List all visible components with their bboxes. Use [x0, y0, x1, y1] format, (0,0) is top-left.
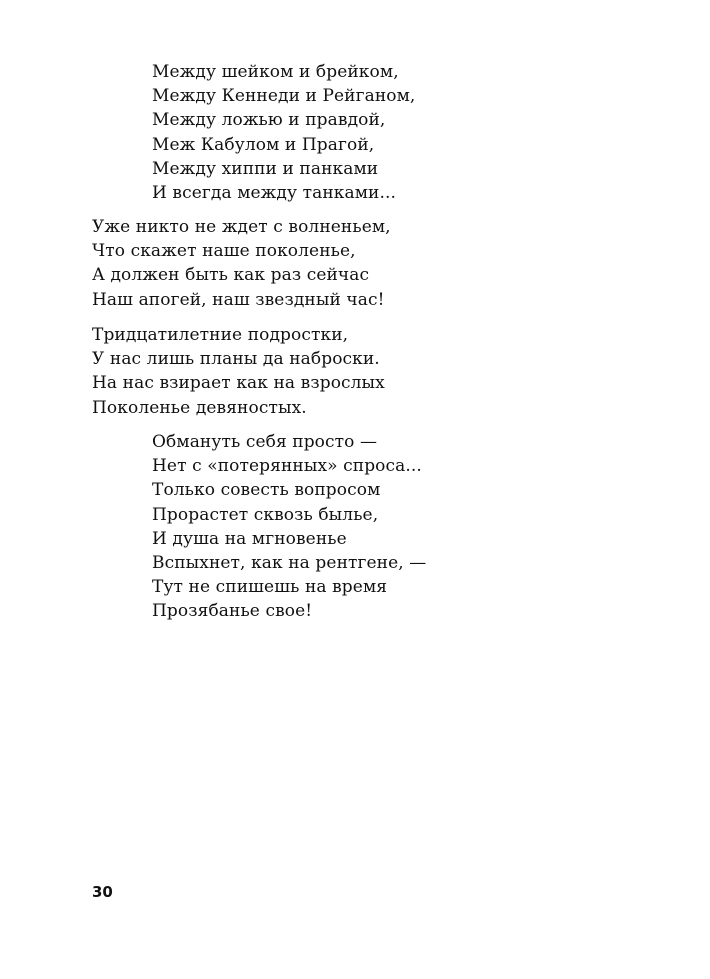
stanza-2 — [92, 215, 391, 312]
poem-line: Прозябанье свое! — [152, 601, 313, 622]
poem-line: Вспыхнет, как на рентгене, — — [152, 553, 427, 574]
page-number: 30 — [92, 883, 113, 901]
poem-line: И всегда между танками... — [152, 183, 396, 204]
stanza-1 — [152, 60, 415, 205]
poem-line: Тут не спишешь на время — [152, 577, 388, 598]
poem-line: Обмануть себя просто — — [152, 432, 378, 452]
poem-line: Между Кеннеди и Рейганом, — [152, 86, 416, 107]
poem-line: И душа на мгновенье — [152, 528, 347, 549]
poem-line: Между хиппи и панками — [152, 158, 379, 179]
poem-line: Наш апогей, наш звездный час! — [92, 289, 385, 310]
poem-line: Поколенье девяностых. — [92, 397, 307, 418]
stanza-4 — [152, 430, 426, 624]
poem-line: Уже никто не ждет с волненьем, — [92, 217, 391, 237]
poem-line: У нас лишь планы да наброски. — [92, 349, 380, 370]
poem-line: Только совесть вопросом — [152, 480, 381, 501]
poem-line: А должен быть как раз сейчас — [92, 265, 370, 286]
poem-line: Между шейком и брейком, — [152, 62, 399, 82]
poem-line: Меж Кабулом и Прагой, — [152, 134, 375, 155]
poem-line: Что скажет наше поколенье, — [92, 241, 356, 262]
stanza-3 — [92, 323, 385, 420]
poem-line: Тридцатилетние подростки, — [92, 325, 349, 345]
poem-line: На нас взирает как на взрослых — [92, 373, 385, 394]
poem-line: Прорастет сквозь былье, — [152, 504, 379, 525]
poem-line: Между ложью и правдой, — [152, 110, 386, 131]
poem-line: Нет с «потерянных» спроса... — [152, 456, 422, 477]
